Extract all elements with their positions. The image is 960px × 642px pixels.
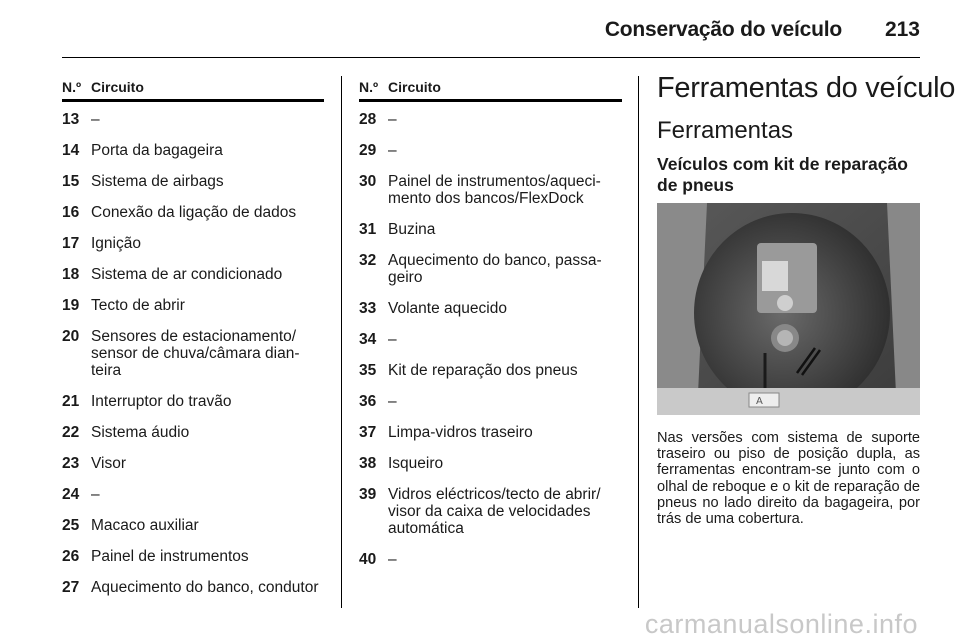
table-row <box>62 483 324 506</box>
col-circuit-label: Circuito <box>388 79 441 95</box>
table-row <box>359 548 622 571</box>
circuit-number: 32 <box>359 252 377 269</box>
table-row <box>359 297 622 320</box>
circuit-number: 25 <box>62 517 80 534</box>
section-heading-3: Veículos com kit de reparação de pneus <box>657 154 908 195</box>
table-row <box>62 170 324 193</box>
column-divider-left <box>341 76 342 608</box>
circuit-number: 18 <box>62 266 80 283</box>
table-row <box>62 325 324 382</box>
circuit-description: – <box>91 486 100 503</box>
circuit-number: 37 <box>359 424 377 441</box>
body-paragraph: Nas versões com sistema de suporte traseiro ou piso de posição dupla, as ferramentas encontram-se junto com o olhal de reboque e o kit de reparação de pneus no lado direito da bagageira, por trás de uma cobertura. <box>657 430 920 528</box>
table-row <box>359 170 622 210</box>
fuse-table-right <box>359 79 622 579</box>
circuit-number: 34 <box>359 331 377 348</box>
table-row <box>62 421 324 444</box>
table-row <box>62 201 324 224</box>
circuit-number: 29 <box>359 142 377 159</box>
circuit-description: Buzina <box>388 221 436 238</box>
section-heading-1: Ferramentas do veículo <box>657 72 956 104</box>
circuit-description: Porta da bagageira <box>91 142 223 159</box>
circuit-description: Kit de reparação dos pneus <box>388 362 578 379</box>
circuit-description: Volante aquecido <box>388 300 507 317</box>
circuit-number: 38 <box>359 455 377 472</box>
circuit-number: 36 <box>359 393 377 410</box>
circuit-description: Sistema de airbags <box>91 173 224 190</box>
table-row <box>359 390 622 413</box>
table-row <box>359 483 622 540</box>
page-header-title: Conservação do veículo <box>604 18 842 41</box>
circuit-description: – <box>91 111 100 128</box>
circuit-description: Sistema áudio <box>91 424 190 441</box>
table-row <box>62 108 324 131</box>
circuit-description: – <box>388 111 397 128</box>
circuit-description: Painel de instrumentos <box>91 548 249 565</box>
circuit-description: – <box>388 331 397 348</box>
col-circuit-label: Circuito <box>91 79 144 95</box>
circuit-number: 33 <box>359 300 377 317</box>
table-header <box>62 79 324 102</box>
circuit-number: 21 <box>62 393 80 410</box>
column-divider-right <box>638 76 639 608</box>
table-row <box>62 452 324 475</box>
circuit-number: 20 <box>62 328 80 345</box>
circuit-description: Aquecimento do banco, passa- geiro <box>388 252 602 286</box>
circuit-description: Aquecimento do banco, condutor <box>91 579 319 596</box>
table-row <box>359 359 622 382</box>
circuit-description: – <box>388 551 397 568</box>
circuit-description: Ignição <box>91 235 141 252</box>
svg-text:A: A <box>756 396 763 407</box>
table-row <box>359 452 622 475</box>
col-number-label: N.º <box>359 79 379 95</box>
col-number-label: N.º <box>62 79 82 95</box>
table-row <box>62 294 324 317</box>
page-number: 213 <box>884 18 920 41</box>
table-row <box>62 390 324 413</box>
table-row <box>62 139 324 162</box>
table-row <box>62 545 324 568</box>
circuit-description: – <box>388 142 397 159</box>
table-row <box>359 139 622 162</box>
table-row <box>359 249 622 289</box>
watermark: carmanualsonline.info <box>644 609 918 639</box>
circuit-number: 13 <box>62 111 80 128</box>
tools-compartment-photo <box>657 203 920 415</box>
table-rows <box>62 108 324 599</box>
table-row <box>359 108 622 131</box>
circuit-description: Macaco auxiliar <box>91 517 199 534</box>
table-row <box>359 218 622 241</box>
circuit-description: Interruptor do travão <box>91 393 232 410</box>
circuit-number: 14 <box>62 142 80 159</box>
circuit-description: Isqueiro <box>388 455 444 472</box>
table-row <box>359 421 622 444</box>
section-heading-2: Ferramentas <box>657 117 794 144</box>
circuit-number: 40 <box>359 551 377 568</box>
header-rule <box>62 57 920 58</box>
circuit-number: 28 <box>359 111 377 128</box>
circuit-number: 39 <box>359 486 377 503</box>
circuit-description: Vidros eléctricos/tecto de abrir/ visor da caixa de velocidades automática <box>388 486 601 537</box>
table-header <box>359 79 622 102</box>
circuit-number: 15 <box>62 173 80 190</box>
circuit-number: 19 <box>62 297 80 314</box>
circuit-description: Sensores de estacionamento/ sensor de chuva/câmara dian- teira <box>91 328 300 379</box>
circuit-number: 22 <box>62 424 80 441</box>
circuit-description: – <box>388 393 397 410</box>
circuit-description: Limpa-vidros traseiro <box>388 424 533 441</box>
circuit-number: 26 <box>62 548 80 565</box>
table-row <box>62 514 324 537</box>
table-row <box>62 576 324 599</box>
table-row <box>359 328 622 351</box>
circuit-number: 30 <box>359 173 377 190</box>
circuit-description: Sistema de ar condicionado <box>91 266 283 283</box>
circuit-description: Conexão da ligação de dados <box>91 204 297 221</box>
circuit-number: 23 <box>62 455 80 472</box>
circuit-description: Visor <box>91 455 127 472</box>
circuit-description: Painel de instrumentos/aqueci- mento dos bancos/FlexDock <box>388 173 601 207</box>
circuit-number: 24 <box>62 486 80 503</box>
circuit-number: 35 <box>359 362 377 379</box>
circuit-number: 31 <box>359 221 377 238</box>
circuit-description: Tecto de abrir <box>91 297 185 314</box>
fuse-table-left <box>62 79 324 607</box>
table-rows <box>359 108 622 571</box>
circuit-number: 27 <box>62 579 80 596</box>
circuit-number: 17 <box>62 235 80 252</box>
circuit-number: 16 <box>62 204 80 221</box>
table-row <box>62 232 324 255</box>
table-row <box>62 263 324 286</box>
